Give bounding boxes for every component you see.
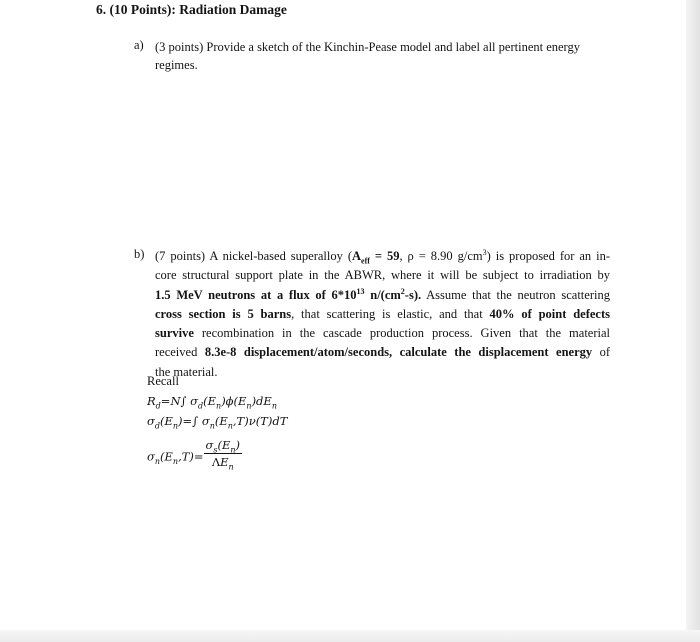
part-b-text xyxy=(155,247,610,382)
part-b-line-7: the material. xyxy=(155,364,218,379)
equation-displacement-cross-section: $\sigma_d(E_n)=\int$ $\sigma_n(E_n,T)\nu(T)dT$ xyxy=(147,414,288,431)
page-bottom-edge xyxy=(0,630,700,642)
question-heading: 6. (10 Points): Radiation Damage xyxy=(96,2,287,17)
fraction: $\frac{\sigma_s(E_n)}{\Lambda E_n}$ xyxy=(205,438,241,472)
part-b-label: b) xyxy=(134,247,145,261)
equation-differential-cross-section: $\sigma_n(E_n,T)=$ $\frac{\sigma_s(E_n)}{\Lambda E_n}$ xyxy=(147,438,241,472)
part-a-label: a) xyxy=(134,38,144,52)
part-a-text: (3 points) Provide a sketch of the Kinchin-Pease model and label all pertinent energy regimes. xyxy=(155,40,580,72)
part-b-line-1: (7 points) A nickel-based superalloy ($A_{eff} = 59$, ρ = 8.90 $g/cm^3$) is proposed for an in- xyxy=(155,247,611,266)
part-b-line-4: cross section is 5 barns, that scattering is elastic, and that 40% of point defects xyxy=(155,306,610,321)
part-b-line-3: 1.5 MeV neutrons at a flux of $6*10^{13}$ $n/(cm^2-s)$. Assume that the neutron scattering xyxy=(155,286,610,302)
part-b-line-5: survive recombination in the cascade production process. Given that the material xyxy=(155,326,610,340)
equation-displacement-rate: $R_d=N\int$ $\sigma_d(E_n)\phi(E_n)dE_n$ xyxy=(147,394,277,411)
part-b-line-2: core structural support plate in the ABWR, where it will be subject to irradiation by xyxy=(155,268,610,283)
part-b-line-6: received 8.3e-8 displacement/atom/seconds, calculate the displacement energy of xyxy=(155,345,611,360)
page-edge-shadow xyxy=(686,0,700,642)
recall-label: Recall xyxy=(147,374,179,388)
